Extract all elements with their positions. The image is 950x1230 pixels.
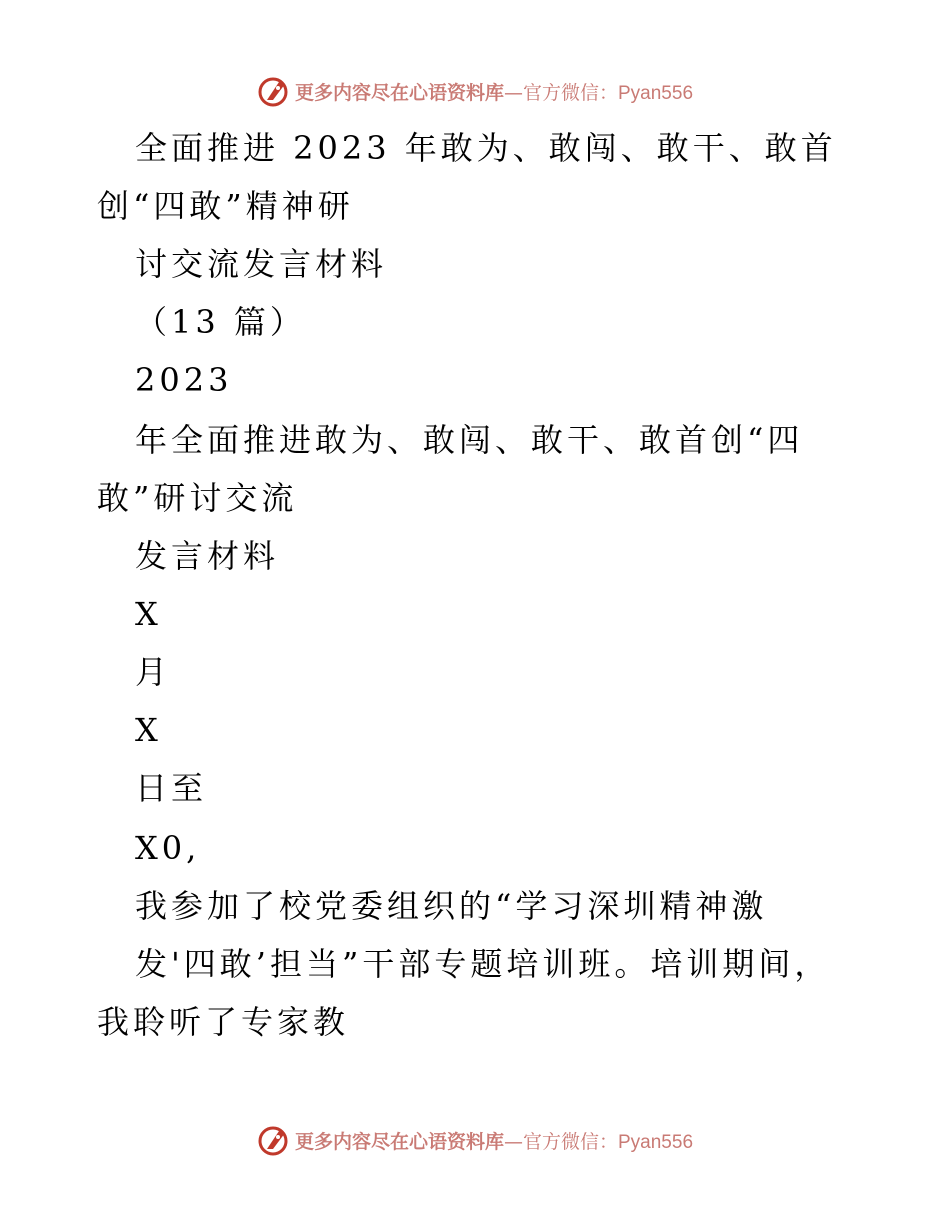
watermark-separator: — xyxy=(503,1130,523,1153)
watermark-brand: 更多内容尽在心语资料库 xyxy=(294,1130,504,1153)
doc-line-5: 2023 xyxy=(135,361,233,399)
doc-line-13: X0, xyxy=(135,829,201,867)
watermark-account: Pyan556 xyxy=(618,1131,694,1153)
pen-nib-circle-icon xyxy=(257,1123,291,1157)
doc-line-4: （13 篇） xyxy=(135,303,306,341)
watermark-official-label: 官方微信： xyxy=(522,81,618,104)
doc-line-6: 年全面推进敢为、敢闯、敢干、敢首创“四 xyxy=(135,421,804,459)
watermark-official-label: 官方微信： xyxy=(522,1130,618,1153)
doc-line-9: X xyxy=(135,595,162,633)
doc-line-12: 日至 xyxy=(135,769,208,807)
doc-line-15: 发'四敢’担当”干部专题培训班。培训期间， xyxy=(135,945,831,983)
doc-line-2: 创“四敢”精神研 xyxy=(97,187,354,225)
doc-line-8: 发言材料 xyxy=(135,537,280,575)
doc-line-16: 我聆听了专家教 xyxy=(97,1003,350,1041)
doc-line-7: 敢”研讨交流 xyxy=(97,479,298,517)
watermark-separator: — xyxy=(503,81,523,104)
footer-watermark xyxy=(0,1120,950,1160)
doc-line-3: 讨交流发言材料 xyxy=(135,245,388,283)
watermark-brand: 更多内容尽在心语资料库 xyxy=(294,81,504,104)
doc-line-1: 全面推进 2023 年敢为、敢闯、敢干、敢首 xyxy=(135,129,837,167)
watermark-account: Pyan556 xyxy=(618,82,694,104)
doc-line-11: X xyxy=(135,711,162,749)
doc-line-10: 月 xyxy=(135,653,172,691)
doc-line-14: 我参加了校党委组织的“学习深圳精神激 xyxy=(135,887,768,925)
